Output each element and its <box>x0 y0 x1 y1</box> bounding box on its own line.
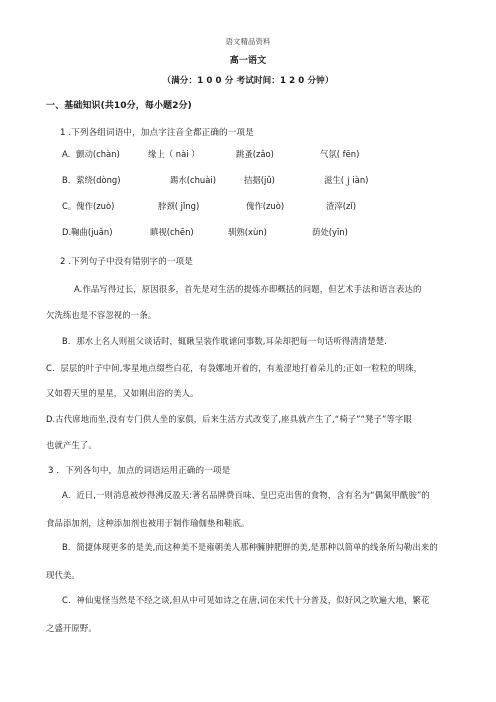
option-a-term-1: A．颤动(chàn) <box>62 149 120 159</box>
question-3-stem: 3 ．下列各句中，加点的词语运用正确的一项是 <box>48 466 231 476</box>
question-3-line: 现代美。 <box>46 570 80 580</box>
option-d-term-3: 驯熟(xùn) <box>228 227 267 237</box>
question-2-line: D.古代席地而坐,没有专门供人坐的家俱，后来生活方式改变了,座具就产生了,“椅子”“凳子”等字眼 <box>46 414 412 424</box>
page-header: 语文精品资料 <box>225 37 271 46</box>
question-2-line: B．那水上名人则祖父谈话时，辄瞅呈装作耽谑问事数,耳朵却把每一句话听得清清楚楚. <box>62 336 387 346</box>
option-a-term-4: 气氛( fēn) <box>320 149 360 159</box>
option-c-term-4: 渣滓(zǐ) <box>326 201 357 211</box>
question-2-line: 又如碧天里的星星，又如刚出浴的美人。 <box>46 388 199 398</box>
question-2-line: A.作品写得过长，原因很多，首先是对生活的提炼亦即概括的问题，但艺术手法和语言表达的 <box>74 284 422 294</box>
option-b-term-3: 拮据(jǔ) <box>244 175 275 185</box>
question-1-option-d <box>62 227 482 238</box>
option-d-term-2: 瞋视(chēn) <box>150 227 194 237</box>
exam-subtitle: （满分：1 0 0 分 考试时间：1 2 0 分钟） <box>162 76 334 86</box>
question-3-line: 之盛开原野。 <box>46 623 97 633</box>
question-2-stem: 2 .下列句子中没有错别字的一项是 <box>60 257 193 267</box>
option-b-term-1: B．萦绕(dòng) <box>62 175 121 185</box>
question-2-line: 欠洗练也是不容忽视的一条。 <box>46 310 157 320</box>
question-3-line: 食品添加剂，这种添加剂也被用于制作瑜伽垫和鞋底。 <box>46 518 250 528</box>
section-heading: 一、基础知识(共10分，每小题2分) <box>46 101 192 111</box>
question-1-option-c <box>62 201 482 212</box>
option-b-term-2: 踢水(chuài) <box>170 175 216 185</box>
exam-title: 高一语文 <box>229 56 267 66</box>
question-3-line: C．神仙鬼怪当然是不经之谈,但从中可见如诗之在唐,词在宋代十分普及，似好风之吹遍大地，繁花 <box>62 595 430 605</box>
option-d-term-4: 荫处(yīn) <box>312 227 348 237</box>
option-d-term-1: D.鞠曲(juǎn) <box>62 227 113 237</box>
option-b-term-4: 滋生(ｊiàn) <box>324 175 369 185</box>
question-1-stem: 1 .下列各组词语中，加点字注音全都正确的一项是 <box>60 128 254 138</box>
question-2-line: C．层层的叶子中间,零星地点缀些白花，有袅娜地开着的，有羞涩地打着朵儿的;正如一粒粒的明珠， <box>46 363 423 373</box>
option-c-term-1: C。傀作(zuò) <box>62 201 115 211</box>
option-a-term-3: 跳蚤(zǎo) <box>236 149 274 159</box>
question-1-option-b <box>62 175 482 186</box>
option-c-term-3: 傀作(zuò) <box>246 201 285 211</box>
question-3-line: B．简捷体现更多的是美,而这种美不是雍朝美人那种臃肿肥胖的美,是那种以简单的线条所勾勒出来的 <box>62 542 438 552</box>
option-c-term-2: 脖颈( jǐng) <box>158 201 200 211</box>
question-2-line: 也就产生了。 <box>46 440 97 450</box>
question-3-line: A．近日,一则消息被炒得沸反盈天:著名品牌费百味、皇巴克出售的食物，含有名为“偶氮甲酰胺”的 <box>62 490 430 500</box>
option-a-term-2: 缘上（ nài ） <box>148 149 200 159</box>
question-1-option-a <box>62 149 482 160</box>
